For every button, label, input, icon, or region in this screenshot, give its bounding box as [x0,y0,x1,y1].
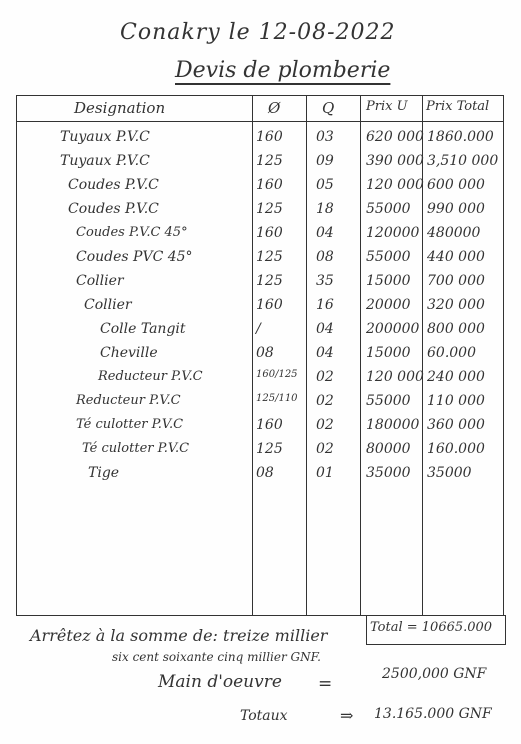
row-qty: 05 [316,177,334,193]
row-unit-price: 55000 [366,393,411,409]
row-qty: 04 [316,225,334,241]
row-unit-price: 15000 [366,273,411,289]
row-total-price: 1860.000 [427,129,494,145]
col-header-diameter: Ø [268,99,281,117]
row-designation: Cheville [100,345,158,361]
row-diameter: 08 [256,465,274,481]
table-top-border [16,95,504,96]
row-total-price: 160.000 [427,441,485,457]
row-total-price: 240 000 [427,369,485,385]
total-amount: Total = 10665.000 [370,620,493,635]
col-divider-unit [360,95,361,615]
row-unit-price: 620 000 [366,129,424,145]
col-header-qty: Q [322,99,335,117]
row-qty: 03 [316,129,334,145]
row-total-price: 320 000 [427,297,485,313]
labour-value: 2500,000 GNF [382,666,487,682]
row-qty: 04 [316,321,334,337]
amount-in-words-line2: six cent soixante cinq millier GNF. [112,650,321,664]
row-unit-price: 200000 [366,321,420,337]
row-diameter: 08 [256,345,274,361]
row-diameter: 160 [256,297,283,313]
row-designation: Reducteur P.V.C [98,369,203,384]
row-total-price: 110 000 [427,393,485,409]
row-unit-price: 20000 [366,297,411,313]
col-header-total-price: Prix Total [426,99,490,114]
row-unit-price: 80000 [366,441,411,457]
document-title: Devis de plomberie [175,58,391,83]
row-qty: 02 [316,441,334,457]
row-diameter: 160/125 [256,369,298,380]
row-total-price: 990 000 [427,201,485,217]
row-diameter: 125 [256,201,283,217]
row-diameter: 125 [256,153,283,169]
row-designation: Coudes P.V.C [68,201,159,217]
row-diameter: 125 [256,441,283,457]
row-qty: 16 [316,297,334,313]
row-designation: Coudes PVC 45° [76,249,193,265]
row-total-price: 35000 [427,465,472,481]
row-qty: 08 [316,249,334,265]
row-qty: 09 [316,153,334,169]
row-total-price: 800 000 [427,321,485,337]
row-unit-price: 35000 [366,465,411,481]
row-diameter: 160 [256,177,283,193]
grand-total-arrow: ⇒ [340,706,354,725]
row-designation: Té culotter P.V.C [82,441,190,456]
header-underline [16,121,504,122]
row-designation: Reducteur P.V.C [76,393,181,408]
row-qty: 01 [316,465,334,481]
grand-total-label: Totaux [240,708,288,724]
row-designation: Collier [84,297,132,313]
table-left-border [16,95,17,615]
row-diameter: 125 [256,273,283,289]
row-diameter: 125 [256,249,283,265]
row-total-price: 480000 [427,225,481,241]
grand-total-value: 13.165.000 GNF [374,706,492,722]
row-diameter: 160 [256,129,283,145]
row-designation: Tuyaux P.V.C [60,153,150,169]
row-diameter: / [256,321,261,337]
row-total-price: 600 000 [427,177,485,193]
row-designation: Coudes P.V.C [68,177,159,193]
amount-in-words-line1: Arrêtez à la somme de: treize millier [30,626,328,645]
col-divider-total [422,95,423,615]
place-date: Conakry le 12-08-2022 [120,20,396,45]
row-designation: Colle Tangit [100,321,186,337]
row-qty: 02 [316,369,334,385]
row-unit-price: 120000 [366,225,420,241]
row-unit-price: 15000 [366,345,411,361]
row-diameter: 160 [256,417,283,433]
row-total-price: 3,510 000 [427,153,499,169]
row-unit-price: 55000 [366,249,411,265]
row-unit-price: 55000 [366,201,411,217]
row-total-price: 440 000 [427,249,485,265]
row-total-price: 360 000 [427,417,485,433]
row-designation: Tige [88,465,120,481]
row-qty: 02 [316,393,334,409]
row-qty: 35 [316,273,334,289]
labour-equals: = [318,674,333,694]
row-diameter: 160 [256,225,283,241]
row-qty: 04 [316,345,334,361]
row-designation: Tuyaux P.V.C [60,129,150,145]
row-unit-price: 120 000 [366,369,424,385]
row-designation: Collier [76,273,124,289]
row-diameter: 125/110 [256,393,298,404]
row-total-price: 700 000 [427,273,485,289]
col-header-designation: Designation [74,99,166,117]
col-divider-qty [306,95,307,615]
col-header-unit-price: Prix U [366,99,408,114]
row-unit-price: 390 000 [366,153,424,169]
table-right-border [503,95,504,615]
col-divider-diameter [252,95,253,615]
labour-label: Main d'oeuvre [158,672,282,692]
row-designation: Coudes P.V.C 45° [76,225,188,240]
row-unit-price: 120 000 [366,177,424,193]
quote-table [16,95,504,615]
row-qty: 18 [316,201,334,217]
row-qty: 02 [316,417,334,433]
row-designation: Té culotter P.V.C [76,417,184,432]
row-total-price: 60.000 [427,345,476,361]
row-unit-price: 180000 [366,417,420,433]
